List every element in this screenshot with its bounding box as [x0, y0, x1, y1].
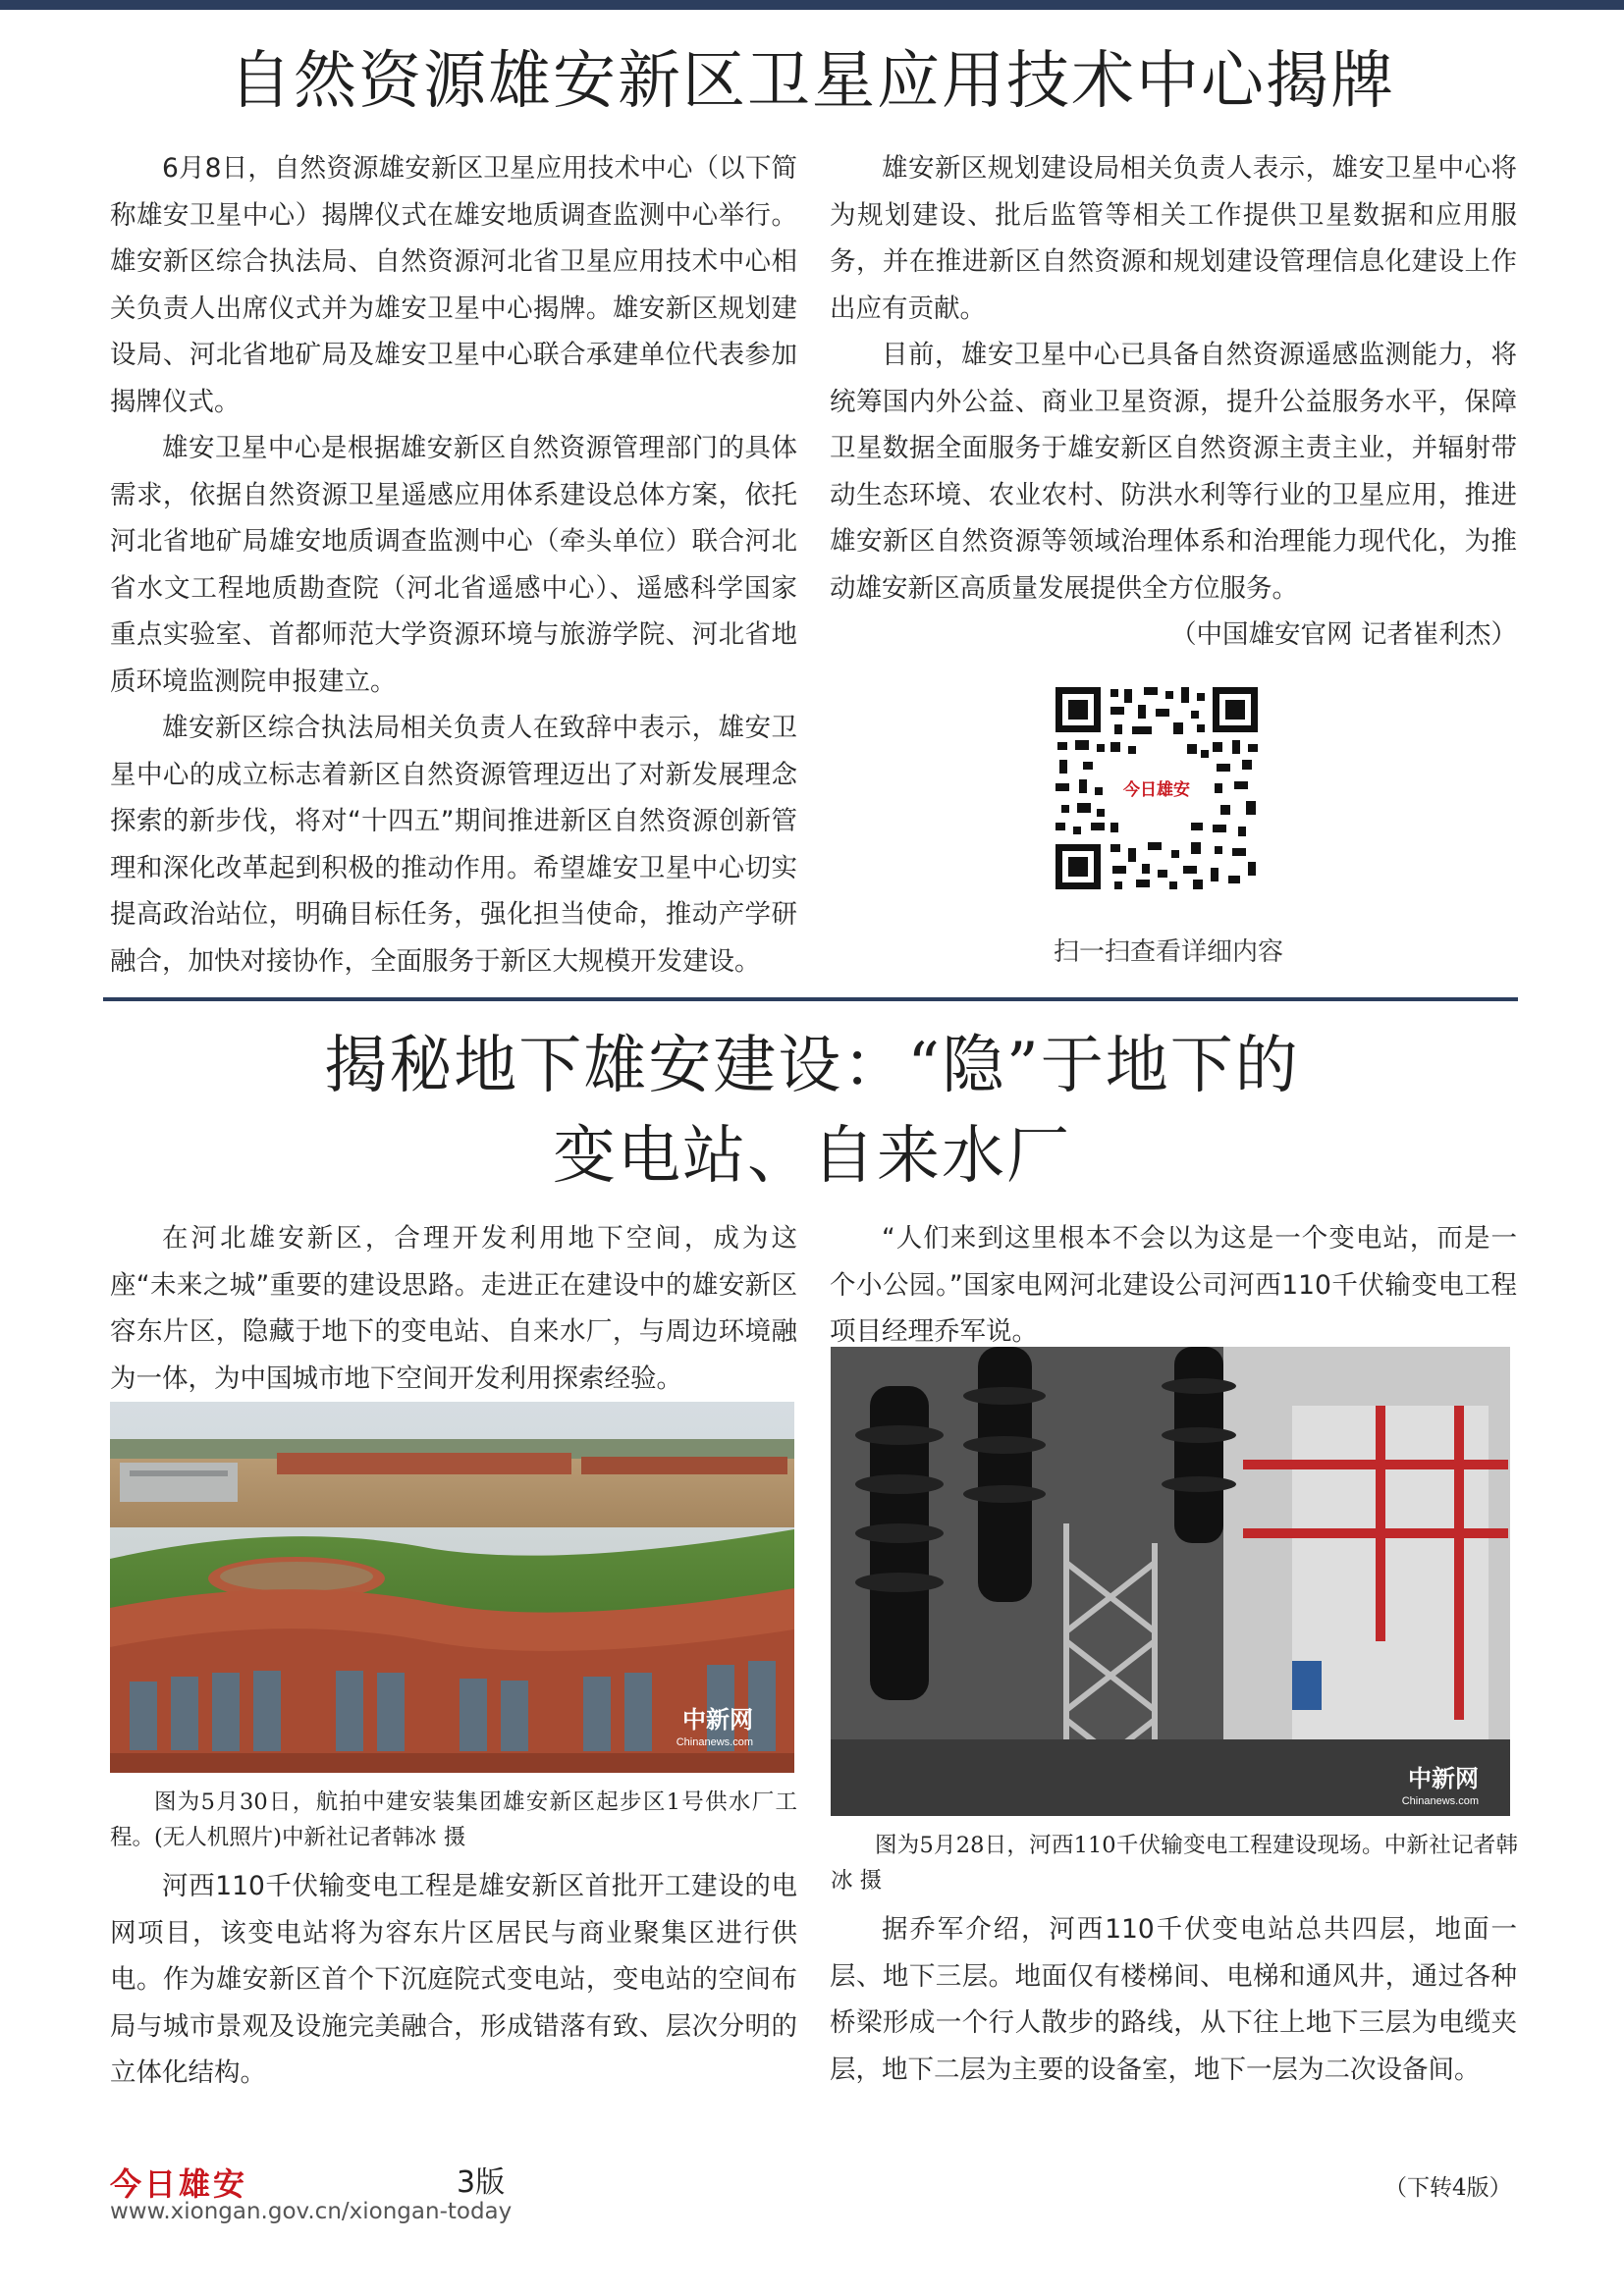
article2-body-left [110, 1863, 797, 2097]
article1-paragraph: 目前，雄安卫星中心已具备自然资源遥感监测能力，将统筹国内外公益、商业卫星资源，提升公益服务水平，保障卫星数据全面服务于雄安新区自然资源主责主业，并辐射带动生态环境、农业农村、防洪水利等行业的卫星应用，推进雄安新区自然资源等领域治理体系和治理能力现代化，为推动雄安新区高质量发展提供全方位服务。 [830, 340, 1517, 604]
article2-intro-left [110, 1215, 797, 1402]
continued-note: （下转4版） [1384, 2175, 1512, 2201]
article2-paragraph: 在河北雄安新区，合理开发利用地下空间，成为这座“未来之城”重要的建设思路。走进正在建设中的雄安新区容东片区，隐藏于地下的变电站、自来水厂，与周边环境融为一体，为中国城市地下空间开发利用探索经验。 [110, 1223, 797, 1394]
article1-paragraph: 雄安新区综合执法局相关负责人在致辞中表示，雄安卫星中心的成立标志着新区自然资源管理迈出了对新发展理念探索的新步伐，将对“十四五”期间推进新区自然资源创新管理和深化改革起到积极的推动作用。希望雄安卫星中心切实提高政治站位，明确目标任务，强化担当使命，推动产学研融合，加快对接协作，全面服务于新区大规模开发建设。 [110, 713, 797, 977]
article2-paragraph: 河西110千伏输变电工程是雄安新区首批开工建设的电网项目，该变电站将为容东片区居民与商业聚集区进行供电。作为雄安新区首个下沉庭院式变电站，变电站的空间布局与城市景观及设施完美融合，形成错落有致、层次分明的立体化结构。 [110, 1871, 797, 2088]
section-divider [103, 997, 1518, 1001]
qr-caption: 扫一扫查看详细内容 [1053, 937, 1283, 967]
footer-logo: 今日雄安 [110, 2165, 248, 2203]
article1-left-column [110, 145, 797, 985]
article1-paragraph: 雄安新区规划建设局相关负责人表示，雄安卫星中心将为规划建设、批后监管等相关工作提供卫星数据和应用服务，并在推进新区自然资源和规划建设管理信息化建设上作出应有贡献。 [830, 153, 1517, 324]
watermark: 中新网 [682, 1705, 753, 1734]
qr-badge-label: 今日雄安 [1123, 780, 1190, 800]
article1-paragraph: 6月8日，自然资源雄安新区卫星应用技术中心（以下简称雄安卫星中心）揭牌仪式在雄安地质调查监测中心举行。雄安新区综合执法局、自然资源河北省卫星应用技术中心相关负责人出席仪式并为雄安卫星中心揭牌。雄安新区规划建设局、河北省地矿局及雄安卫星中心联合承建单位代表参加揭牌仪式。 [110, 153, 797, 417]
page-number: 3版 [457, 2165, 506, 2200]
article2-title-line1: 揭秘地下雄安建设：“隐”于地下的 [324, 1030, 1300, 1102]
article2-paragraph: 据乔军介绍，河西110千伏变电站总共四层，地面一层、地下三层。地面仅有楼梯间、电梯和通风井，通过各种桥梁形成一个行人散步的路线，从下往上地下三层为电缆夹层，地下二层为主要的设备室，地下一层为二次设备间。 [830, 1914, 1517, 2085]
watermark-url: Chinanews.com [676, 1736, 753, 1748]
qr-code-icon [1054, 685, 1260, 891]
article1-title: 自然资源雄安新区卫星应用技术中心揭牌 [229, 45, 1395, 118]
article1-paragraph: 雄安卫星中心是根据雄安新区自然资源管理部门的具体需求，依据自然资源卫星遥感应用体系建设总体方案，依托河北省地矿局雄安地质调查监测中心（牵头单位）联合河北省水文工程地质勘查院（河北省遥感中心）、遥感科学国家重点实验室、首都师范大学资源环境与旅游学院、河北省地质环境监测院申报建立。 [110, 433, 797, 697]
qr-code[interactable] [1049, 685, 1245, 921]
watermark: 中新网 [1408, 1764, 1479, 1792]
photo-caption: 图为5月30日，航拍中建安装集团雄安新区起步区1号供水厂工程。(无人机照片)中新社记者韩冰 摄 [110, 1789, 797, 1850]
article1-right-column [830, 145, 1517, 659]
waterworks-aerial-photo [110, 1402, 794, 1773]
substation-photo [831, 1347, 1510, 1816]
article2-intro-right [830, 1215, 1517, 1356]
article2-title-line2: 变电站、自来水厂 [553, 1120, 1071, 1193]
article2-body-right [830, 1906, 1517, 2093]
photo-caption: 图为5月28日，河西110千伏输变电工程建设现场。中新社记者韩冰 摄 [831, 1833, 1518, 1894]
article2-title [0, 1021, 1624, 1201]
top-bar [0, 0, 1624, 10]
article2-paragraph: “人们来到这里根本不会以为这是一个变电站，而是一个小公园。”国家电网河北建设公司河西110千伏输变电工程项目经理乔军说。 [830, 1223, 1517, 1347]
watermark-url: Chinanews.com [1401, 1795, 1479, 1807]
article1-credit: （中国雄安官网 记者崔利杰） [1170, 619, 1517, 650]
footer-url[interactable]: www.xiongan.gov.cn/xiongan-today [110, 2199, 513, 2224]
